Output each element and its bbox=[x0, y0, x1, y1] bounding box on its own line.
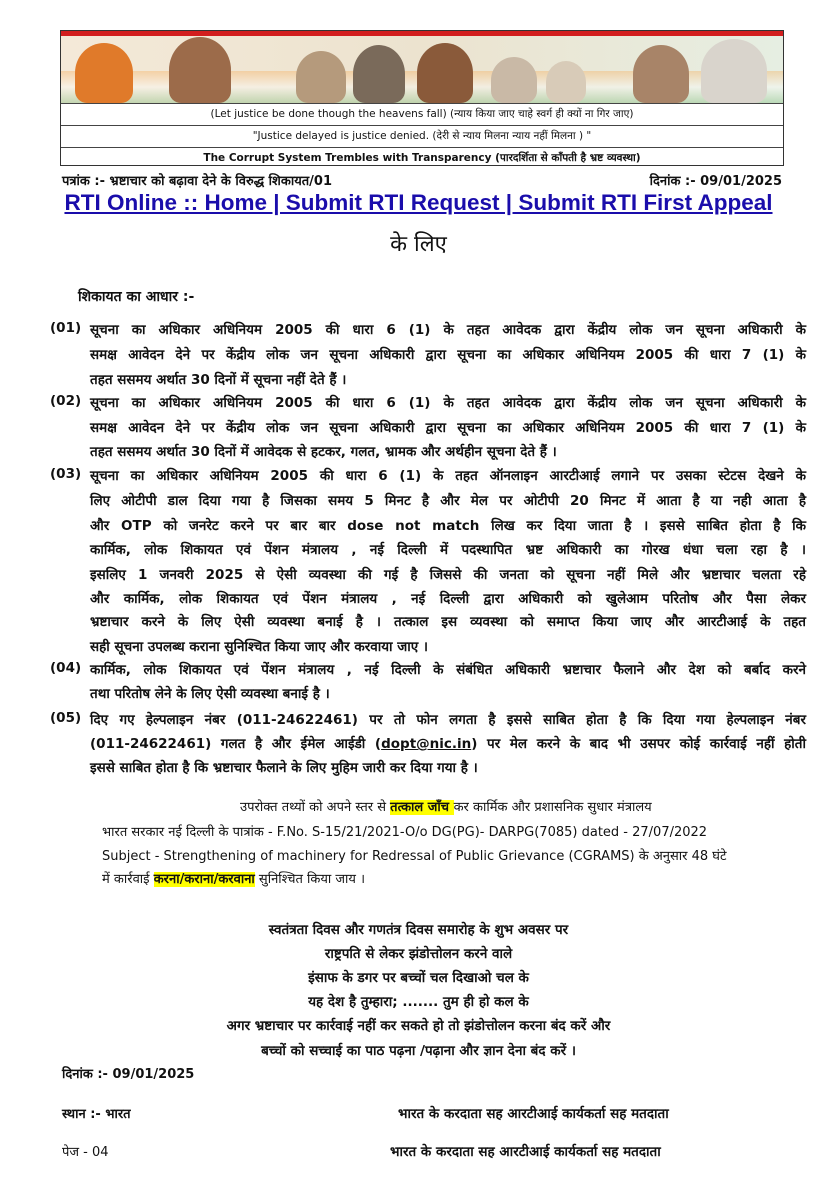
portrait-5 bbox=[417, 43, 473, 103]
point-01-line: तहत ससमय अर्थात 30 दिनों में सूचना नहीं देते हैं । bbox=[90, 372, 347, 388]
action-text: उपरोक्त तथ्यों को अपने स्तर से bbox=[240, 800, 391, 815]
complaint-basis-heading: शिकायत का आधार :- bbox=[78, 289, 195, 305]
point-05-line: दिए गए हेल्पलाइन नंबर (011-24622461) पर तो फोन लगता है इससे साबित होता है कि दिया गया हेल्पलाइन नंबर bbox=[90, 712, 806, 728]
reference-row bbox=[62, 171, 782, 189]
reference-date: दिनांक :- 09/01/2025 bbox=[649, 174, 782, 189]
freedom-fighters-banner-image bbox=[61, 31, 783, 104]
poem-line: राष्ट्रपति से लेकर झंडोत्तोलन करने वाले bbox=[324, 946, 513, 962]
point-04-number: (04) bbox=[50, 660, 82, 676]
point-05-line: इससे साबित होता है कि भ्रष्टाचार फैलाने के लिए मुहिम जारी कर दिया गया है । bbox=[90, 760, 478, 776]
point-04-line: कार्मिक, लोक शिकायत एवं पेंशन मंत्रालय , नई दिल्ली के संबंधित अधिकारी भ्रष्टाचार फैलाने और देश को बर्बाद करने bbox=[90, 662, 806, 678]
for-label: के लिए bbox=[390, 232, 447, 257]
reference-number: पत्रांक :- भ्रष्टाचार को बढ़ावा देने के विरुद्ध शिकायत/01 bbox=[62, 174, 333, 189]
action-text: में कार्रवाई bbox=[102, 872, 154, 887]
point-02-line: सूचना का अधिकार अधिनियम 2005 की धारा 6 (1) के तहत आवेदक द्वारा केंद्रीय लोक जन सूचना अधिकारी के bbox=[90, 395, 806, 411]
poem-line: बच्चों को सच्चाई का पाठ पढ़ना /पढ़ाना और ज्ञान देना बंद करें । bbox=[261, 1043, 576, 1059]
header-banner bbox=[60, 30, 784, 166]
point-03-line: लिए ओटीपी डाल दिया गया है जिसका समय 5 मिनट है और मेल पर ओटीपी 20 मिनट में आता है या नही आता है bbox=[90, 493, 806, 509]
red-stripe bbox=[61, 31, 783, 36]
point-03-line: सूचना का अधिकार अधिनियम 2005 की धारा 6 (1) के तहत ऑनलाइन आरटीआई लगाने पर उसका स्टेटस देखने के bbox=[90, 468, 806, 484]
motto-2: "Justice delayed is justice denied. (देरी से न्याय मिलना न्याय नहीं मिलना ) " bbox=[61, 126, 783, 148]
portrait-1 bbox=[75, 43, 133, 103]
action-line-2: भारत सरकार नई दिल्ली के पात्रांक - F.No. S-15/21/2021-O/o DG(PG)- DARPG(7085) dated - 27/07/2022 bbox=[102, 825, 708, 840]
action-line-3: Subject - Strengthening of machinery for Redressal of Public Grievance (CGRAMS) के अनुसार 48 घंटे bbox=[102, 849, 727, 864]
motto-1: (Let justice be done though the heavens fall) (न्याय किया जाए चाहे स्वर्ग ही क्यों ना गिर जाए) bbox=[61, 104, 783, 126]
highlight-do-ensure: करना/कराना/करवाना bbox=[153, 872, 255, 887]
point-01-line: सूचना का अधिकार अधिनियम 2005 की धारा 6 (1) के तहत आवेदक द्वारा केंद्रीय लोक जन सूचना अधिकारी के bbox=[90, 322, 806, 338]
portrait-3 bbox=[296, 51, 346, 103]
point-03-line: इसलिए 1 जनवरी 2025 से ऐसी व्यवस्था की गई है जिससे की जनता को सूचना नहीं मिले और भ्रष्टाचार चलता रहे bbox=[90, 567, 806, 583]
point-01-line: समक्ष आवेदन देने पर केंद्रीय लोक जन सूचना अधिकारी द्वारा सूचना का अधिकार अधिनियम 2005 की धारा 7 (1) के bbox=[90, 347, 806, 363]
action-text: कर कार्मिक और प्रशासनिक सुधार मंत्रालय bbox=[453, 800, 652, 815]
poem-line: इंसाफ के डगर पर बच्चों चल दिखाओ चल के bbox=[308, 970, 529, 986]
portrait-2 bbox=[169, 37, 231, 103]
footer-place: स्थान :- भारत bbox=[62, 1107, 131, 1122]
action-text: सुनिश्चित किया जाय । bbox=[254, 872, 365, 887]
point-05-line bbox=[90, 734, 806, 752]
rti-online-link[interactable]: RTI Online :: Home | Submit RTI Request | Submit RTI First Appeal bbox=[64, 190, 773, 215]
point-02-line: समक्ष आवेदन देने पर केंद्रीय लोक जन सूचना अधिकारी द्वारा सूचना का अधिकार अधिनियम 2005 की धारा 7 (1) के bbox=[90, 420, 806, 436]
portrait-6 bbox=[491, 57, 537, 103]
motto-3: The Corrupt System Trembles with Transparency (पारदर्शिता से काँपती है भ्रष्ट व्यवस्था) bbox=[203, 152, 641, 164]
poem-line: यह देश है तुम्हारा; ....... तुम ही हो कल के bbox=[308, 994, 529, 1010]
poem-line: स्वतंत्रता दिवस और गणतंत्र दिवस समारोह के शुभ अवसर पर bbox=[268, 922, 569, 938]
signature-line-1: भारत के करदाता सह आरटीआई कार्यकर्ता सह मतदाता bbox=[398, 1106, 669, 1122]
point-01-number: (01) bbox=[50, 320, 82, 336]
point-05-text: ) पर मेल करने के बाद भी उसपर कोई कार्रवाई नहीं होती bbox=[471, 736, 806, 752]
point-04-line: तथा परितोष लेने के लिए ऐसी व्यवस्था बनाई है । bbox=[90, 686, 330, 702]
point-03-line: कार्मिक, लोक शिकायत एवं पेंशन मंत्रालय , नई दिल्ली में पदस्थापित भ्रष्ट अधिकारी का गोरख धंधा चला रहा है । bbox=[90, 542, 806, 558]
portrait-8 bbox=[633, 45, 689, 103]
portrait-4 bbox=[353, 45, 405, 103]
point-03-line: और कार्मिक, लोक शिकायत एवं पेंशन मंत्रालय , नई दिल्ली द्वारा अधिकारी को खुलेआम परितोष और पैसा लेकर bbox=[90, 591, 806, 607]
point-02-number: (02) bbox=[50, 393, 82, 409]
signature-line-2: भारत के करदाता सह आरटीआई कार्यकर्ता सह मतदाता bbox=[390, 1144, 661, 1160]
action-line-4 bbox=[102, 869, 365, 887]
portrait-9 bbox=[701, 39, 767, 103]
email-link[interactable]: dopt@nic.in bbox=[381, 736, 472, 752]
point-05-text: (011-24622461) गलत है और ईमेल आईडी ( bbox=[90, 736, 382, 752]
portrait-7 bbox=[546, 61, 586, 103]
point-03-line: भ्रष्टाचार करने के लिए ऐसी व्यवस्था बनाई है । तत्काल इस व्यवस्था को समाप्त किया जाए और आरटीआई के तहत bbox=[90, 614, 806, 630]
point-03-line: और OTP को जनरेट करने पर बार बार dose not match लिख कर दिया जाता है । इससे साबित होता है कि bbox=[90, 518, 806, 534]
point-03-number: (03) bbox=[50, 466, 82, 482]
poem-line: अगर भ्रष्टाचार पर कार्रवाई नहीं कर सकते हो तो झंडोत्तोलन करना बंद करें और bbox=[226, 1018, 611, 1034]
page-number: पेज - 04 bbox=[62, 1145, 109, 1160]
point-02-line: तहत ससमय अर्थात 30 दिनों में आवेदक से हटकर, गलत, भ्रामक और अर्थहीन सूचना देते हैं । bbox=[90, 444, 557, 460]
point-03-line: सही सूचना उपलब्ध कराना सुनिश्चित किया जाए और करवाया जाए । bbox=[90, 639, 429, 655]
action-line-1 bbox=[240, 797, 652, 815]
footer-date: दिनांक :- 09/01/2025 bbox=[62, 1067, 195, 1082]
point-05-number: (05) bbox=[50, 710, 82, 726]
highlight-immediate-inquiry: तत्काल जाँच bbox=[390, 800, 454, 815]
